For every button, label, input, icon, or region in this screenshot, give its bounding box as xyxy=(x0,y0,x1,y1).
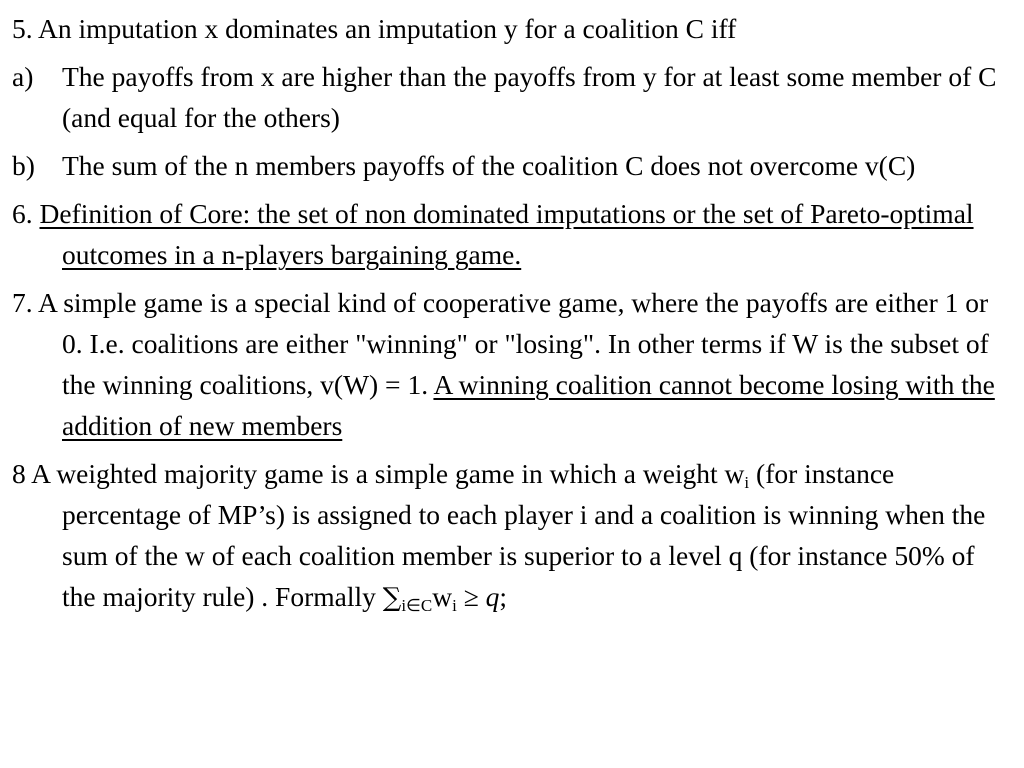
point-8-text-1: 8 A weighted majority game is a simple game in which a weight w xyxy=(12,458,745,489)
point-5-item-a xyxy=(12,56,1012,138)
formula-geq: ≥ xyxy=(456,581,486,612)
point-7-underlined-rule: A winning coalition cannot become losing with the addition of new members xyxy=(62,369,995,441)
item-a-text: The payoffs from x are higher than the payoffs from y for at least some member of C (and equal for the others) xyxy=(62,61,997,133)
point-5-item-b xyxy=(12,145,1012,186)
formula-w-subscript: i xyxy=(452,596,457,615)
item-b-marker: b) xyxy=(12,150,35,181)
point-7-text: 7. A simple game is a special kind of cooperative game, where the payoffs are either 1 or 0. I.e. coalitions are either "winning" or "losing". In other terms if W is the subset of the winning coalitions, v(W) = 1. xyxy=(12,287,989,400)
weight-subscript: i xyxy=(744,473,750,492)
sum-symbol: ∑ xyxy=(382,583,402,613)
formula-w: w xyxy=(432,581,453,612)
item-a-marker: a) xyxy=(12,61,34,92)
item-b-text: The sum of the n members payoffs of the coalition C does not overcome v(C) xyxy=(62,150,916,181)
point-7-simple-game xyxy=(12,282,1012,446)
point-6-underlined-definition: Definition of Core: the set of non dominated imputations or the set of Pareto-optimal outcomes in a n-players bargaining game. xyxy=(39,198,974,270)
point-6-core-definition xyxy=(12,193,1012,275)
point-8-text-2: (for instance percentage of MP’s) is assigned to each player i and a coalition is winning when the sum of the w of each coalition member is superior to a level q (for instance 50% of the majority rule) . Formally xyxy=(62,458,986,612)
point-6-prefix: 6. xyxy=(12,198,40,229)
point-5-intro: 5. An imputation x dominates an imputation y for a coalition C iff xyxy=(12,13,737,44)
point-8-weighted-majority-game xyxy=(12,453,1012,619)
formula-end: ; xyxy=(499,581,508,612)
slide-content xyxy=(12,8,1012,626)
formula-q: q xyxy=(485,581,500,612)
sum-subscript: i∈C xyxy=(401,596,433,615)
